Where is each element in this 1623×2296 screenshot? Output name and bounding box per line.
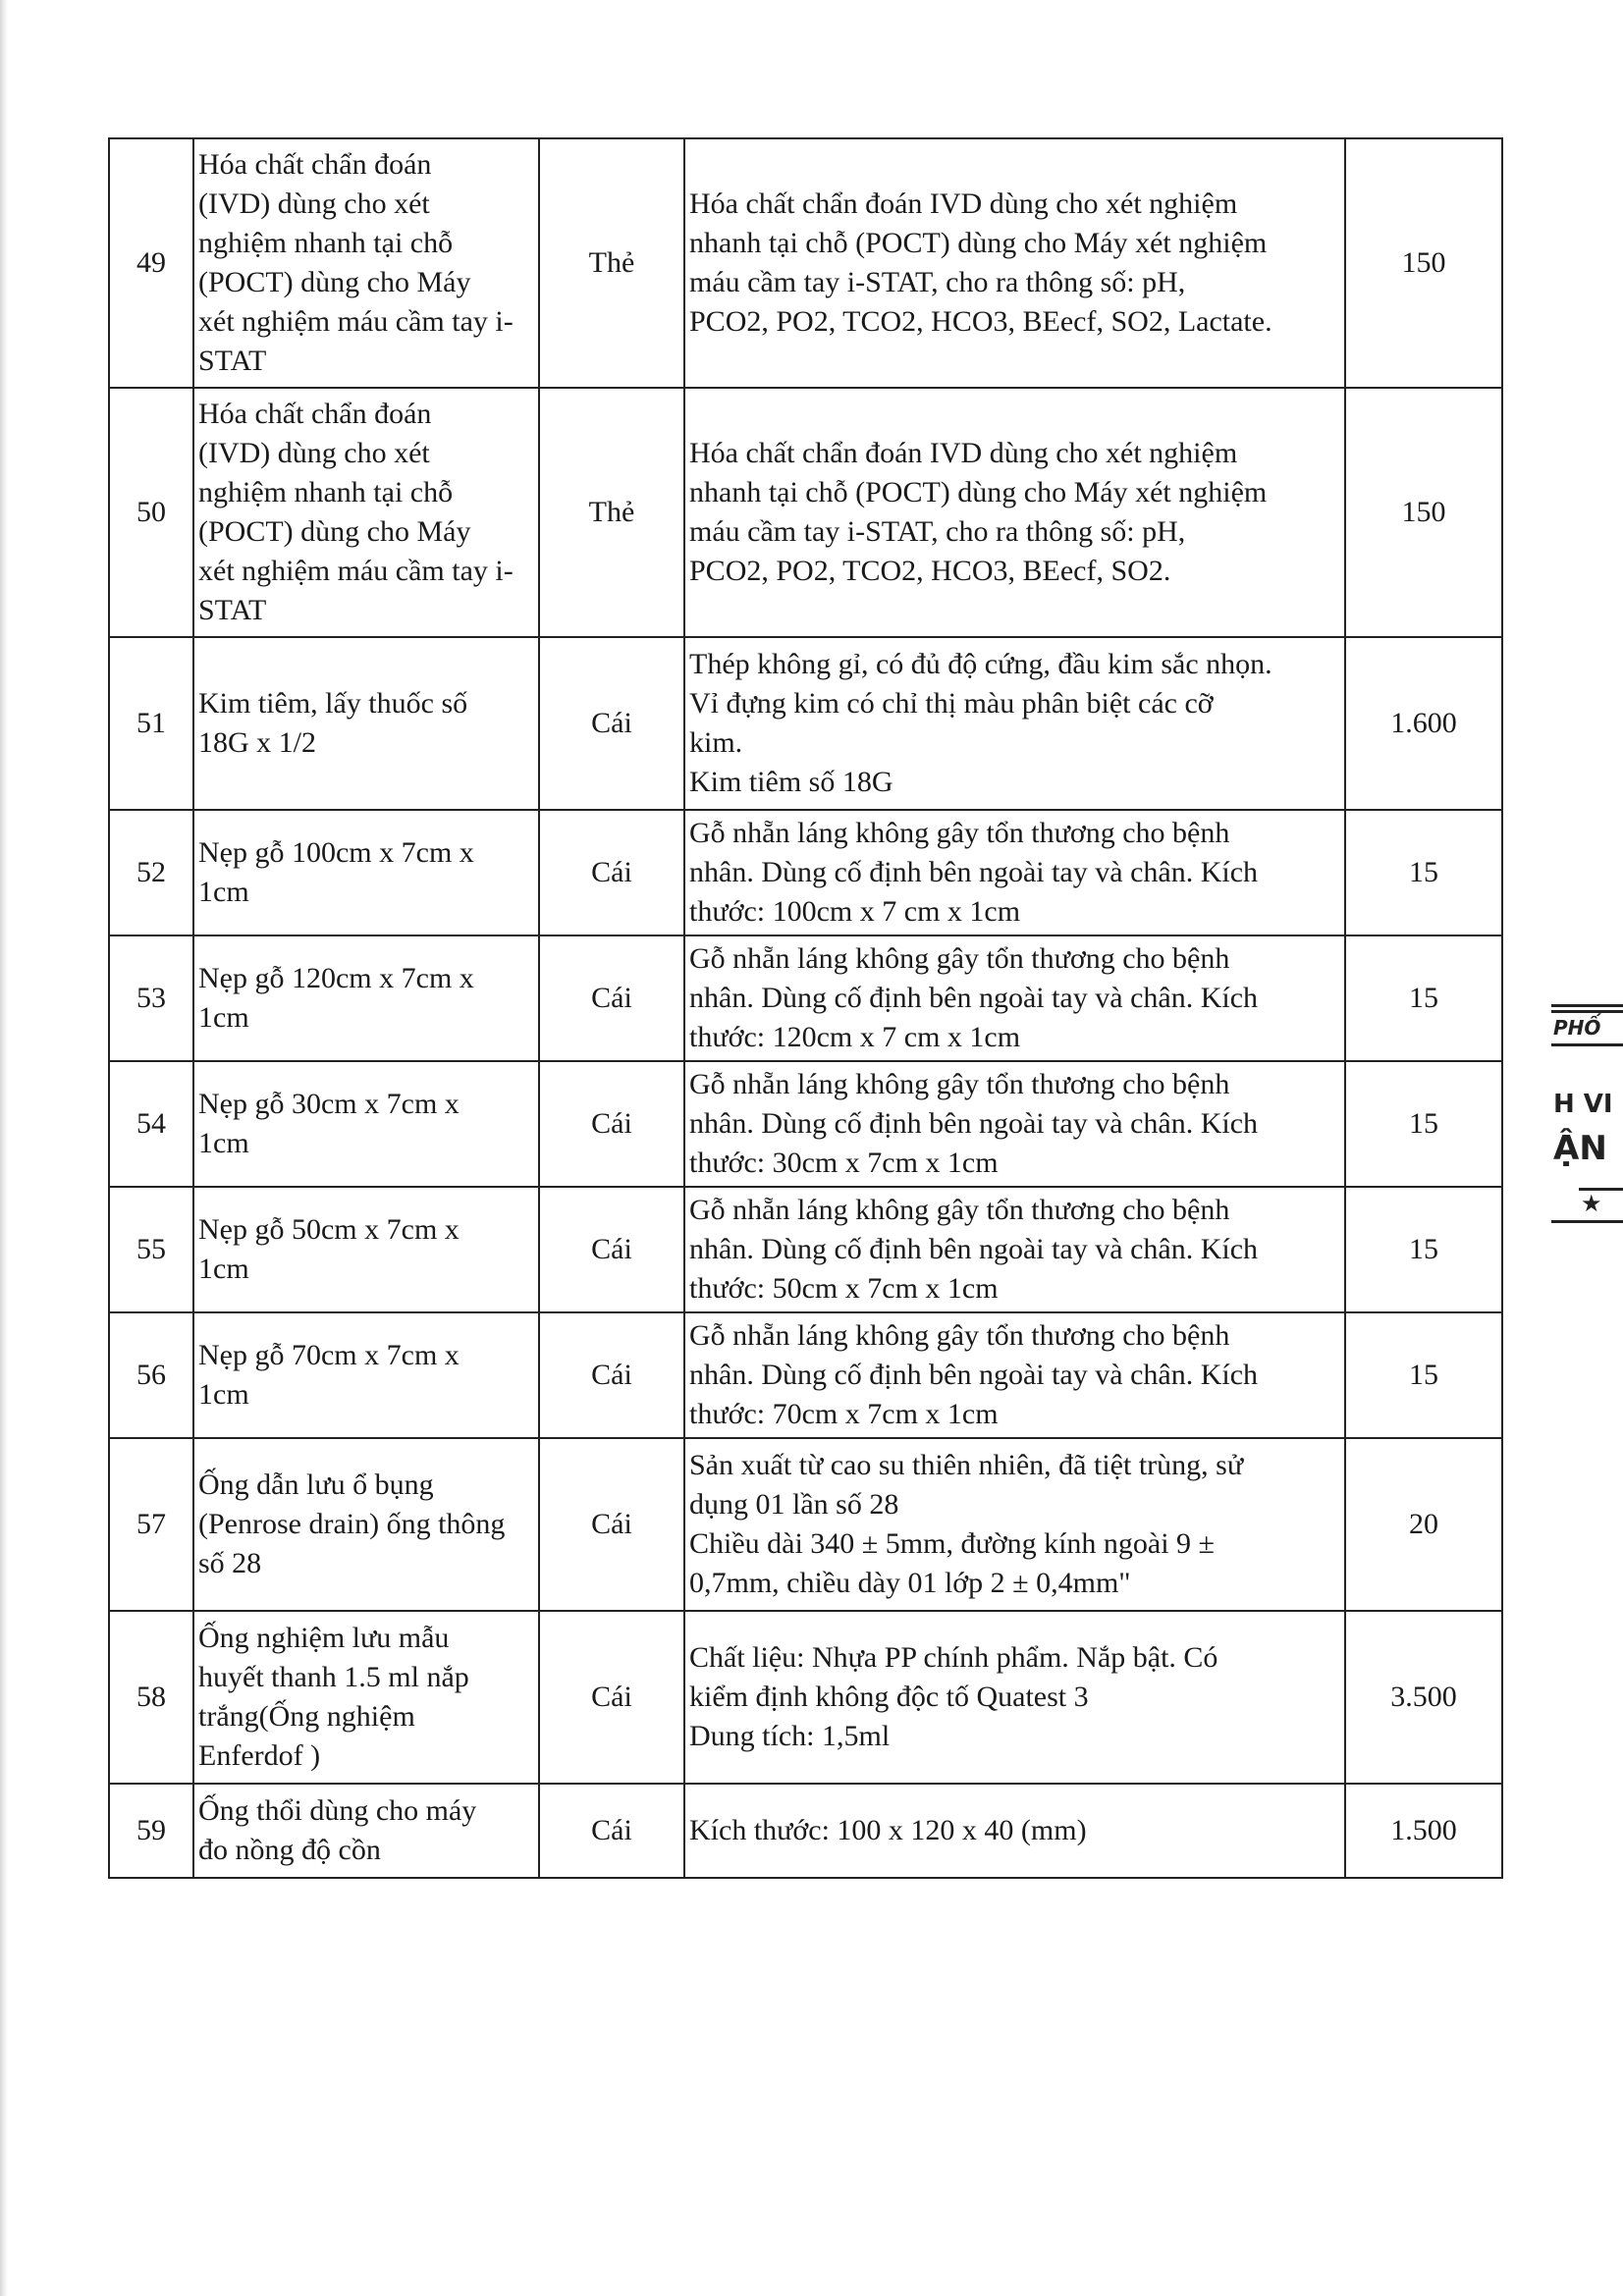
item-name-line: Ống thổi dùng cho máy: [198, 1794, 477, 1827]
item-name: [193, 1438, 539, 1611]
item-quantity: 15: [1345, 1187, 1502, 1312]
item-spec: [684, 388, 1345, 637]
item-name: [193, 810, 539, 935]
item-spec: [684, 1061, 1345, 1187]
table-row: [109, 810, 1502, 935]
scan-edge: [0, 0, 8, 2296]
item-spec: [684, 1784, 1345, 1878]
item-spec-line: Hóa chất chẩn đoán IVD dùng cho xét nghiệm: [689, 437, 1238, 469]
stamp-text-3: ẬN: [1553, 1129, 1607, 1168]
item-spec-line: thước: 70cm x 7cm x 1cm: [689, 1398, 999, 1430]
table-row: [109, 1438, 1502, 1611]
table-row: [109, 1312, 1502, 1438]
item-name-line: Hóa chất chẩn đoán: [198, 398, 432, 430]
table-row: [109, 1187, 1502, 1312]
item-name-line: nghiệm nhanh tại chỗ: [198, 476, 454, 508]
item-spec-line: Chất liệu: Nhựa PP chính phẩm. Nắp bật. Có: [689, 1641, 1218, 1674]
item-unit: Cái: [539, 1611, 684, 1784]
row-number: 57: [109, 1438, 193, 1611]
item-spec-line: kim.: [689, 726, 743, 759]
stamp-text-2: H VI: [1553, 1090, 1613, 1119]
item-name-line: Hóa chất chẩn đoán: [198, 148, 432, 181]
row-number: 52: [109, 810, 193, 935]
item-name-line: STAT: [198, 345, 267, 377]
item-spec-line: Gỗ nhẵn láng không gây tổn thương cho bệnh: [689, 1068, 1230, 1100]
item-spec-line: nhân. Dùng cố định bên ngoài tay và chân. Kích: [689, 1107, 1259, 1140]
partial-seal-stamp: [1542, 996, 1623, 1232]
item-name: [193, 1611, 539, 1784]
item-quantity: 15: [1345, 935, 1502, 1061]
table-row: [109, 1611, 1502, 1784]
item-name-line: (POCT) dùng cho Máy: [198, 515, 471, 548]
item-name-line: 1cm: [198, 1253, 249, 1285]
stamp-text-1: PHỐ: [1553, 1016, 1601, 1040]
item-spec: [684, 138, 1345, 388]
item-unit: Cái: [539, 935, 684, 1061]
item-unit: Thẻ: [539, 388, 684, 637]
item-quantity: 1.600: [1345, 637, 1502, 810]
item-spec-line: Gỗ nhẵn láng không gây tổn thương cho bệnh: [689, 1194, 1230, 1226]
item-spec-line: thước: 50cm x 7cm x 1cm: [689, 1272, 999, 1305]
item-quantity: 1.500: [1345, 1784, 1502, 1878]
item-spec-line: dụng 01 lần số 28: [689, 1488, 899, 1521]
item-name-line: số 28: [198, 1547, 262, 1579]
item-name-line: Ống nghiệm lưu mẫu: [198, 1622, 450, 1654]
item-spec-line: nhanh tại chỗ (POCT) dùng cho Máy xét nghiệm: [689, 227, 1268, 259]
item-quantity: 3.500: [1345, 1611, 1502, 1784]
item-name-line: xét nghiệm máu cầm tay i-: [198, 555, 514, 587]
row-number: 58: [109, 1611, 193, 1784]
item-spec: [684, 637, 1345, 810]
item-spec: [684, 1438, 1345, 1611]
item-name-line: Nẹp gỗ 30cm x 7cm x: [198, 1088, 460, 1120]
table-row: [109, 1061, 1502, 1187]
item-spec-line: nhân. Dùng cố định bên ngoài tay và chân. Kích: [689, 1233, 1259, 1265]
item-name-line: (Penrose drain) ống thông: [198, 1508, 506, 1540]
item-spec-line: Kim tiêm số 18G: [689, 766, 893, 798]
item-quantity: 150: [1345, 388, 1502, 637]
item-name: [193, 1784, 539, 1878]
item-name: [193, 1187, 539, 1312]
item-spec-line: máu cầm tay i-STAT, cho ra thông số: pH,: [689, 266, 1186, 298]
item-name: [193, 1061, 539, 1187]
item-quantity: 15: [1345, 1312, 1502, 1438]
table-row: [109, 388, 1502, 637]
item-spec: [684, 1611, 1345, 1784]
item-quantity: 20: [1345, 1438, 1502, 1611]
row-number: 55: [109, 1187, 193, 1312]
item-unit: Cái: [539, 810, 684, 935]
item-spec-line: Kích thước: 100 x 120 x 40 (mm): [689, 1814, 1087, 1846]
row-number: 54: [109, 1061, 193, 1187]
item-spec-line: Sản xuất từ cao su thiên nhiên, đã tiệt trùng, sử: [689, 1449, 1244, 1481]
row-number: 56: [109, 1312, 193, 1438]
item-name-line: (IVD) dùng cho xét: [198, 437, 430, 469]
item-spec-line: Thép không gỉ, có đủ độ cứng, đầu kim sắc nhọn.: [689, 648, 1272, 680]
table-row: [109, 1784, 1502, 1878]
item-spec-line: thước: 120cm x 7 cm x 1cm: [689, 1021, 1021, 1053]
item-spec-line: nhân. Dùng cố định bên ngoài tay và chân. Kích: [689, 856, 1259, 888]
item-unit: Cái: [539, 1438, 684, 1611]
item-quantity: 150: [1345, 138, 1502, 388]
item-name-line: huyết thanh 1.5 ml nắp: [198, 1661, 469, 1693]
row-number: 49: [109, 138, 193, 388]
item-spec-line: thước: 30cm x 7cm x 1cm: [689, 1147, 999, 1179]
item-spec: [684, 810, 1345, 935]
item-spec-line: nhanh tại chỗ (POCT) dùng cho Máy xét nghiệm: [689, 476, 1268, 508]
item-spec-line: 0,7mm, chiều dày 01 lớp 2 ± 0,4mm": [689, 1567, 1131, 1599]
item-quantity: 15: [1345, 1061, 1502, 1187]
item-name: [193, 1312, 539, 1438]
item-spec: [684, 1187, 1345, 1312]
item-spec-line: Gỗ nhẵn láng không gây tổn thương cho bệnh: [689, 942, 1230, 975]
item-quantity: 15: [1345, 810, 1502, 935]
item-unit: Cái: [539, 1061, 684, 1187]
item-name-line: Kim tiêm, lấy thuốc số: [198, 687, 468, 720]
item-name-line: 1cm: [198, 1001, 249, 1034]
stamp-star-icon: ★: [1581, 1190, 1602, 1217]
item-spec-line: nhân. Dùng cố định bên ngoài tay và chân. Kích: [689, 1359, 1259, 1391]
item-name-line: Nẹp gỗ 120cm x 7cm x: [198, 962, 474, 994]
item-name: [193, 388, 539, 637]
item-spec-line: Dung tích: 1,5ml: [689, 1720, 891, 1752]
item-unit: Cái: [539, 1312, 684, 1438]
item-name-line: (IVD) dùng cho xét: [198, 187, 430, 220]
item-name-line: 18G x 1/2: [198, 726, 316, 759]
item-name-line: 1cm: [198, 876, 249, 908]
table-row: [109, 935, 1502, 1061]
item-name-line: Ống dẫn lưu ổ bụng: [198, 1468, 434, 1501]
row-number: 51: [109, 637, 193, 810]
table-row: [109, 637, 1502, 810]
item-spec-line: PCO2, PO2, TCO2, HCO3, BEecf, SO2, Lactate.: [689, 305, 1272, 338]
table-row: [109, 138, 1502, 388]
item-name-line: 1cm: [198, 1378, 249, 1411]
item-spec: [684, 935, 1345, 1061]
item-spec-line: máu cầm tay i-STAT, cho ra thông số: pH,: [689, 515, 1186, 548]
item-name-line: Nẹp gỗ 50cm x 7cm x: [198, 1213, 460, 1246]
item-name-line: nghiệm nhanh tại chỗ: [198, 227, 454, 259]
item-spec-line: Vỉ đựng kim có chỉ thị màu phân biệt các cỡ: [689, 687, 1214, 720]
item-name-line: trắng(Ống nghiệm: [198, 1700, 415, 1733]
row-number: 53: [109, 935, 193, 1061]
item-unit: Cái: [539, 637, 684, 810]
item-name: [193, 637, 539, 810]
item-unit: Cái: [539, 1187, 684, 1312]
item-name-line: (POCT) dùng cho Máy: [198, 266, 471, 298]
items-table: [108, 137, 1503, 1879]
row-number: 59: [109, 1784, 193, 1878]
item-name-line: đo nồng độ cồn: [198, 1834, 381, 1866]
item-spec-line: nhân. Dùng cố định bên ngoài tay và chân. Kích: [689, 982, 1259, 1014]
item-name: [193, 935, 539, 1061]
row-number: 50: [109, 388, 193, 637]
item-spec-line: PCO2, PO2, TCO2, HCO3, BEecf, SO2.: [689, 555, 1171, 587]
item-name-line: Enferdof ): [198, 1739, 321, 1772]
item-name-line: 1cm: [198, 1127, 249, 1159]
item-spec-line: thước: 100cm x 7 cm x 1cm: [689, 895, 1021, 928]
item-name-line: Nẹp gỗ 70cm x 7cm x: [198, 1339, 460, 1371]
item-name-line: xét nghiệm máu cầm tay i-: [198, 305, 514, 338]
item-name-line: Nẹp gỗ 100cm x 7cm x: [198, 836, 474, 869]
item-spec-line: Gỗ nhẵn láng không gây tổn thương cho bệnh: [689, 817, 1230, 849]
item-spec-line: Gỗ nhẵn láng không gây tổn thương cho bệnh: [689, 1319, 1230, 1352]
item-unit: Cái: [539, 1784, 684, 1878]
item-spec-line: Chiều dài 340 ± 5mm, đường kính ngoài 9 ±: [689, 1527, 1216, 1560]
item-spec-line: kiểm định không độc tố Quatest 3: [689, 1681, 1089, 1713]
item-name: [193, 138, 539, 388]
item-spec-line: Hóa chất chẩn đoán IVD dùng cho xét nghiệm: [689, 187, 1238, 220]
item-name-line: STAT: [198, 594, 267, 626]
item-unit: Thẻ: [539, 138, 684, 388]
item-spec: [684, 1312, 1345, 1438]
